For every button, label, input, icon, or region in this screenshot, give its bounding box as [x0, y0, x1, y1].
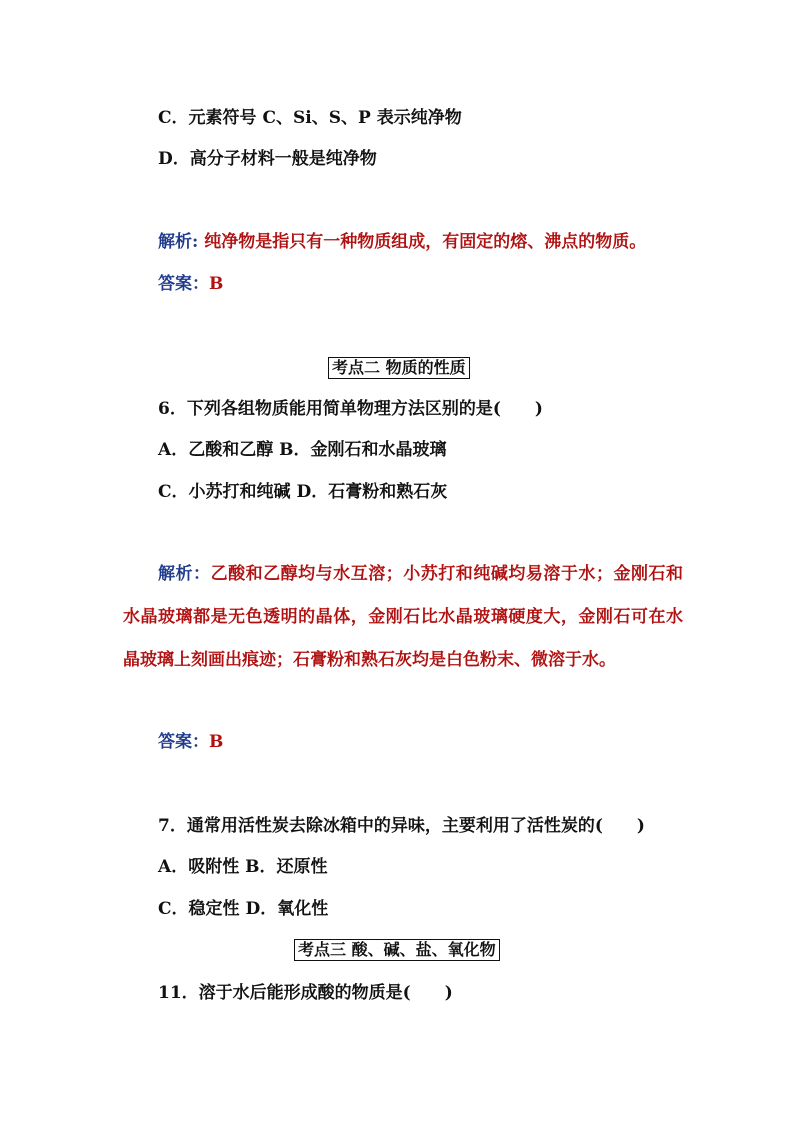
q5-option-d: D．高分子材料一般是纯净物 [158, 149, 377, 169]
q6-options-line2: C．小苏打和纯碱 D．石膏粉和熟石灰 [158, 482, 448, 502]
q7-options-line2: C．稳定性 D．氧化性 [158, 899, 329, 919]
q7-options-line1: A．吸附性 B．还原性 [158, 857, 328, 877]
section2-title: 考点二 物质的性质 [328, 357, 470, 379]
q6-answer-label: 答案： [158, 732, 209, 752]
q11-stem: 11．溶于水后能形成酸的物质是( ) [158, 983, 453, 1003]
q5-analysis-text: 纯净物是指只有一种物质组成，有固定的熔、沸点的物质。 [204, 232, 647, 252]
q5-answer-label: 答案： [158, 274, 209, 294]
q6-analysis-label: 解析： [158, 564, 211, 584]
q6-answer-value: B [209, 732, 224, 752]
q6-stem: 6．下列各组物质能用简单物理方法区别的是( ) [158, 399, 543, 419]
q7-stem: 7．通常用活性炭去除冰箱中的异味，主要利用了活性炭的( ) [158, 816, 645, 836]
q6-answer [158, 730, 223, 754]
q6-analysis-text: 乙酸和乙醇均与水互溶；小苏打和纯碱均易溶于水；金刚石和水晶玻璃都是无色透明的晶体，金刚石比水晶玻璃硬度大，金刚石可在水晶玻璃上刻画出痕迹；石膏粉和熟石灰均是白色粉末、微溶于水。 [123, 564, 684, 670]
q5-answer-value: B [209, 274, 224, 294]
q6-analysis [123, 553, 683, 682]
q6-options-line1: A．乙酸和乙醇 B．金刚石和水晶玻璃 [158, 440, 447, 460]
q5-analysis [158, 230, 646, 254]
q5-answer [158, 272, 223, 296]
q5-option-c: C．元素符号 C、Si、S、P 表示纯净物 [158, 108, 462, 128]
section3-title: 考点三 酸、碱、盐、氧化物 [294, 939, 500, 961]
q5-analysis-label: 解析: [158, 232, 199, 252]
